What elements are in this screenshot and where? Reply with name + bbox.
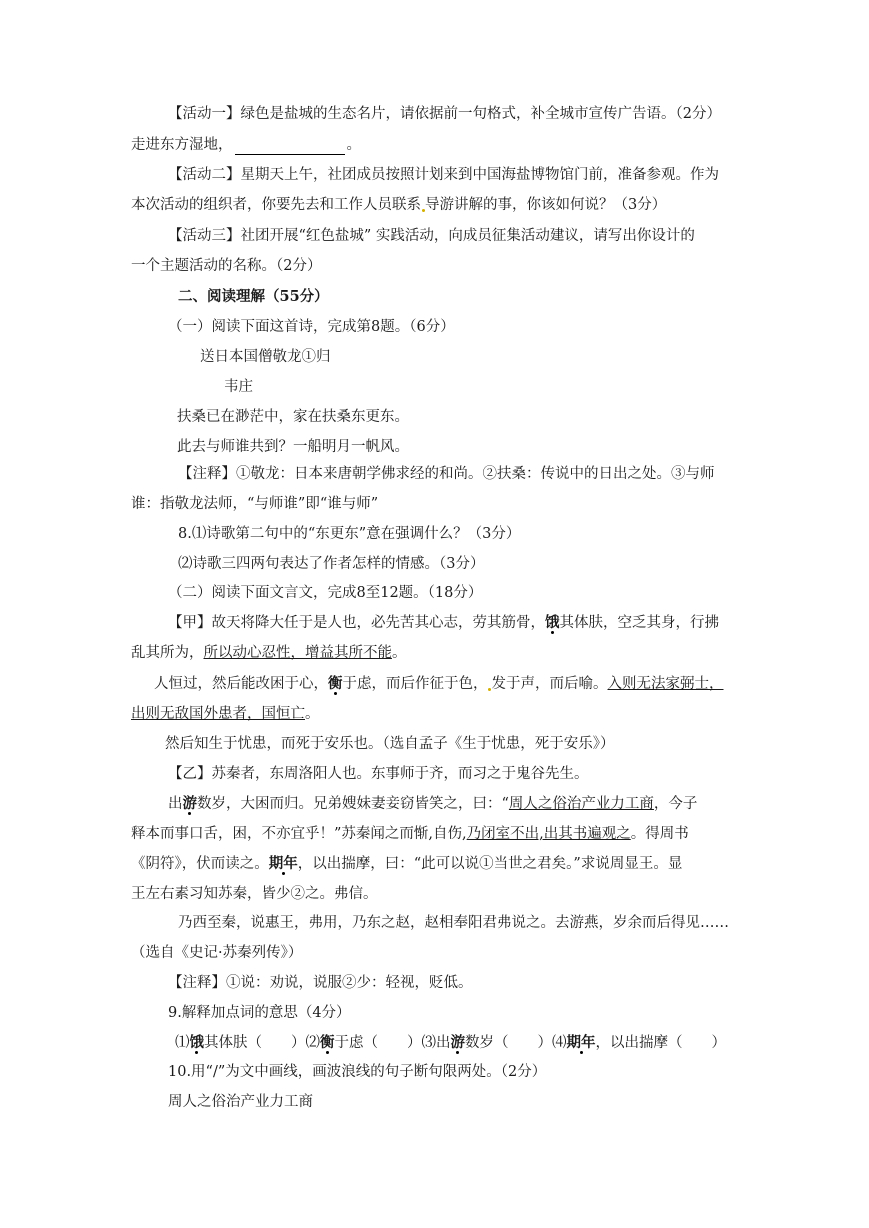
activity-1-text: 【活动一】绿色是盐城的生态名片，请依据前一句格式，补全城市宣传广告语。（2分） bbox=[168, 106, 721, 122]
poem-title: 送日本国僧敬龙①归 bbox=[200, 349, 331, 365]
question-10-sentence: 周人之俗治产业力工商 bbox=[168, 1094, 313, 1110]
passage-yi-line-5: 王左右素习知苏秦，皆少②之。弗信。 bbox=[131, 886, 378, 902]
passage-jia-line-3: 人恒过，然后能改困于心，衡于虑，而后作征于色， 发于声，而后喻。入则无法家弼士， bbox=[154, 675, 724, 692]
answer-blank[interactable] bbox=[235, 140, 345, 155]
poem-author: 韦庄 bbox=[224, 379, 253, 395]
section-title: 二、阅读理解（55分） bbox=[178, 288, 329, 305]
passage-yi-line-2: 出游数岁，大困而归。兄弟嫂妹妻妾窃皆笑之，曰：“周人之俗治产业力工商，今子 bbox=[168, 795, 698, 812]
passage-yi-line-4: 《阴符》，伏而读之。期年，以出揣摩，曰：“此可以说①当世之君矣。”求说周显王。显 bbox=[131, 855, 683, 872]
passage-yi-line-6: 乃西至秦，说惠王，弗用，乃东之赵，赵相奉阳君弗说之。去游燕，岁余而后得见…… bbox=[178, 915, 729, 931]
activity-2-text: 【活动二】星期天上午，社团成员按照计划来到中国海盐博物馆门前，准备参观。作为 bbox=[168, 167, 719, 183]
question-10: 10.用“/”为文中画线，画波浪线的句子断句限两处。（2分） bbox=[168, 1064, 547, 1080]
passage-jia-line-1: 【甲】故天将降大任于是人也，必先苦其心志，劳其筋骨，饿其体肤，空乏其身，行拂 bbox=[168, 614, 719, 631]
part-1-intro: （一）阅读下面这首诗，完成第8题。（6分） bbox=[168, 319, 455, 335]
question-8-1: 8.⑴诗歌第二句中的“东更东”意在强调什么？（3分） bbox=[178, 526, 521, 542]
poem-note-2: 谁：指敬龙法师，“与师谁”即“谁与师” bbox=[131, 496, 379, 512]
activity-3-text: 【活动三】社团开展“红色盐城” 实践活动，向成员征集活动建议，请写出你设计的 bbox=[168, 228, 695, 244]
activity-2-text-2: 本次活动的组织者，你要先去和工作人员联系 导游讲解的事，你该如何说？（3分） bbox=[131, 197, 667, 213]
poem-note: 【注释】①敬龙：日本来唐朝学佛求经的和尚。②扶桑：传说中的日出之处。③与师 bbox=[178, 466, 715, 482]
passage-yi-line-3: 释本而事口舌，困，不亦宜乎！”苏秦闻之而惭,自伤,乃闭室不出,出其书遍观之。得周书 bbox=[131, 826, 689, 842]
question-9-items: ⑴饿其体肤（ ）⑵衡于虑（ ）⑶出游数岁（ ）⑷期年，以出揣摩（ ） bbox=[175, 1034, 726, 1051]
activity-1-answer-line: 走进东方湿地， 。 bbox=[131, 137, 361, 153]
passage-jia-line-5: 然后知生于忧患，而死于安乐也。（选自孟子《生于忧患，死于安乐》） bbox=[165, 736, 615, 752]
poem-line-2: 此去与师谁共到？一船明月一帆风。 bbox=[177, 439, 409, 455]
question-9: 9.解释加点词的意思（4分） bbox=[168, 1005, 351, 1021]
passage-jia-line-4: 出则无敌国外患者，国恒亡。 bbox=[131, 706, 320, 722]
activity-3-text-2: 一个主题活动的名称。（2分） bbox=[131, 258, 322, 274]
part-2-intro: （二）阅读下面文言文，完成8至12题。（18分） bbox=[168, 585, 483, 601]
passage-jia-line-2: 乱其所为，所以动心忍性，增益其所不能。 bbox=[131, 645, 407, 661]
poem-line-1: 扶桑已在渺茫中，家在扶桑东更东。 bbox=[177, 409, 409, 425]
passage-note: 【注释】①说：劝说，说服②少：轻视，贬低。 bbox=[168, 975, 473, 991]
passage-yi-line-1: 【乙】苏秦者，东周洛阳人也。东事师于齐，而习之于鬼谷先生。 bbox=[168, 766, 589, 782]
question-8-2: ⑵诗歌三四两句表达了作者怎样的情感。（3分） bbox=[178, 556, 485, 572]
passage-yi-source: （选自《史记·苏秦列传》） bbox=[131, 945, 303, 961]
